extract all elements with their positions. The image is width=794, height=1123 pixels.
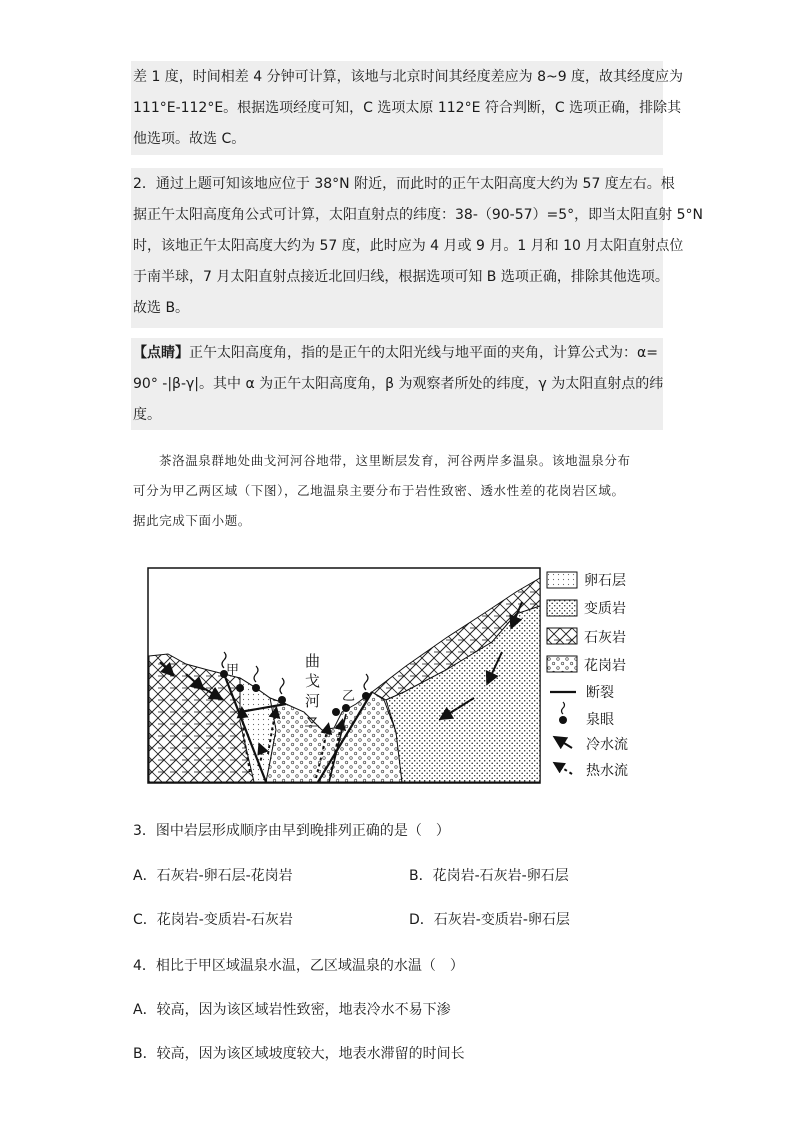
legend-label: 热水流	[586, 763, 628, 779]
text-line: 故选 B。	[133, 300, 190, 316]
legend-label: 变质岩	[584, 601, 626, 617]
legend-label: 石灰岩	[584, 630, 626, 646]
text-line: 据此完成下面小题。	[133, 513, 251, 528]
legend-label: 泉眼	[586, 712, 614, 728]
text-line	[133, 338, 663, 369]
legend-swatch-pebble	[547, 572, 577, 588]
text-line: 度。	[133, 407, 161, 423]
legend	[547, 572, 628, 779]
tip-label: 【点睛】	[133, 345, 189, 361]
label-yi: 乙	[342, 689, 356, 704]
legend-label: 冷水流	[586, 737, 628, 753]
text-line: 时，该地正午太阳高度大约为 57 度，此时应为 4 月或 9 月。1 月和 10 月太阳直射点位	[133, 238, 684, 254]
text-line: 2．通过上题可知该地应位于 38°N 附近，而此时的正午太阳高度大约为 57 度左右。根	[133, 176, 675, 192]
river-label: 河	[305, 692, 321, 710]
text-line: 茶洛温泉群地处曲戈河河谷地带，这里断层发育，河谷两岸多温泉。该地温泉分布	[159, 453, 631, 468]
text-line: 于南半球，7 月太阳直射点接近北回归线，根据选项可知 B 选项正确，排除其他选项。	[133, 269, 669, 285]
question-3-stem: 3．图中岩层形成顺序由早到晚排列正确的是（ ）	[133, 823, 450, 839]
label-jia: 甲	[226, 663, 240, 678]
legend-swatch-cold	[556, 738, 572, 748]
spring-icon	[236, 684, 244, 692]
legend-swatch-spring	[559, 702, 567, 724]
material-intro	[133, 446, 693, 536]
question-4-stem: 4．相比于甲区域温泉水温，乙区域温泉的水温（ ）	[133, 958, 464, 974]
question-4-option-a[interactable]: A．较高，因为该区域岩性致密，地表冷水不易下渗	[133, 1002, 451, 1018]
hot-spring-cross-section-figure	[146, 562, 646, 792]
legend-label: 断裂	[586, 685, 614, 701]
text-line: 111°E-112°E。根据选项经度可知，C 选项太原 112°E 符合判断，C 选项正确，排除其	[133, 100, 682, 116]
legend-swatch-metamorphic	[547, 600, 577, 616]
question-3-option-a[interactable]: A．石灰岩-卵石层-花岗岩	[133, 868, 293, 884]
text-line: 差 1 度，时间相差 4 分钟可计算，该地与北京时间其经度差应为 8~9 度，故其经度应为	[133, 69, 684, 85]
text-line: 他选项。故选 C。	[133, 131, 246, 147]
legend-label: 花岗岩	[584, 658, 626, 674]
question-3-option-c[interactable]: C．花岗岩-变质岩-石灰岩	[133, 912, 293, 928]
legend-swatch-granite	[547, 656, 577, 672]
question-3-option-b[interactable]: B．花岗岩-石灰岩-卵石层	[409, 868, 569, 884]
tip-text: 正午太阳高度角，指的是正午的太阳光线与地平面的夹角，计算公式为：α=	[189, 345, 658, 361]
tip-paragraph	[133, 338, 663, 431]
question-3-option-d[interactable]: D．石灰岩-变质岩-卵石层	[409, 912, 570, 928]
solution-paragraph-2	[133, 169, 704, 324]
river-label: 戈	[305, 672, 321, 690]
text-line: 90° -|β-γ|。其中 α 为正午太阳高度角，β 为观察者所处的纬度，γ 为太阳直射点的纬	[133, 376, 664, 392]
legend-swatch-limestone	[547, 628, 577, 644]
question-4-option-b[interactable]: B．较高，因为该区域坡度较大，地表水滞留的时间长	[133, 1046, 465, 1062]
spring-icon	[342, 704, 350, 712]
legend-swatch-hot	[556, 764, 572, 774]
legend-label: 卵石层	[584, 573, 626, 589]
solution-paragraph-1	[133, 62, 684, 155]
text-line: 可分为甲乙两区域（下图），乙地温泉主要分布于岩性致密、透水性差的花岗岩区域。	[133, 483, 625, 498]
spring-icon	[332, 708, 340, 716]
text-line: 据正午太阳高度角公式可计算，太阳直射点的纬度：38-（90-57）=5°，即当太阳直射 5°N	[133, 207, 704, 223]
river-label: 曲	[305, 652, 321, 670]
